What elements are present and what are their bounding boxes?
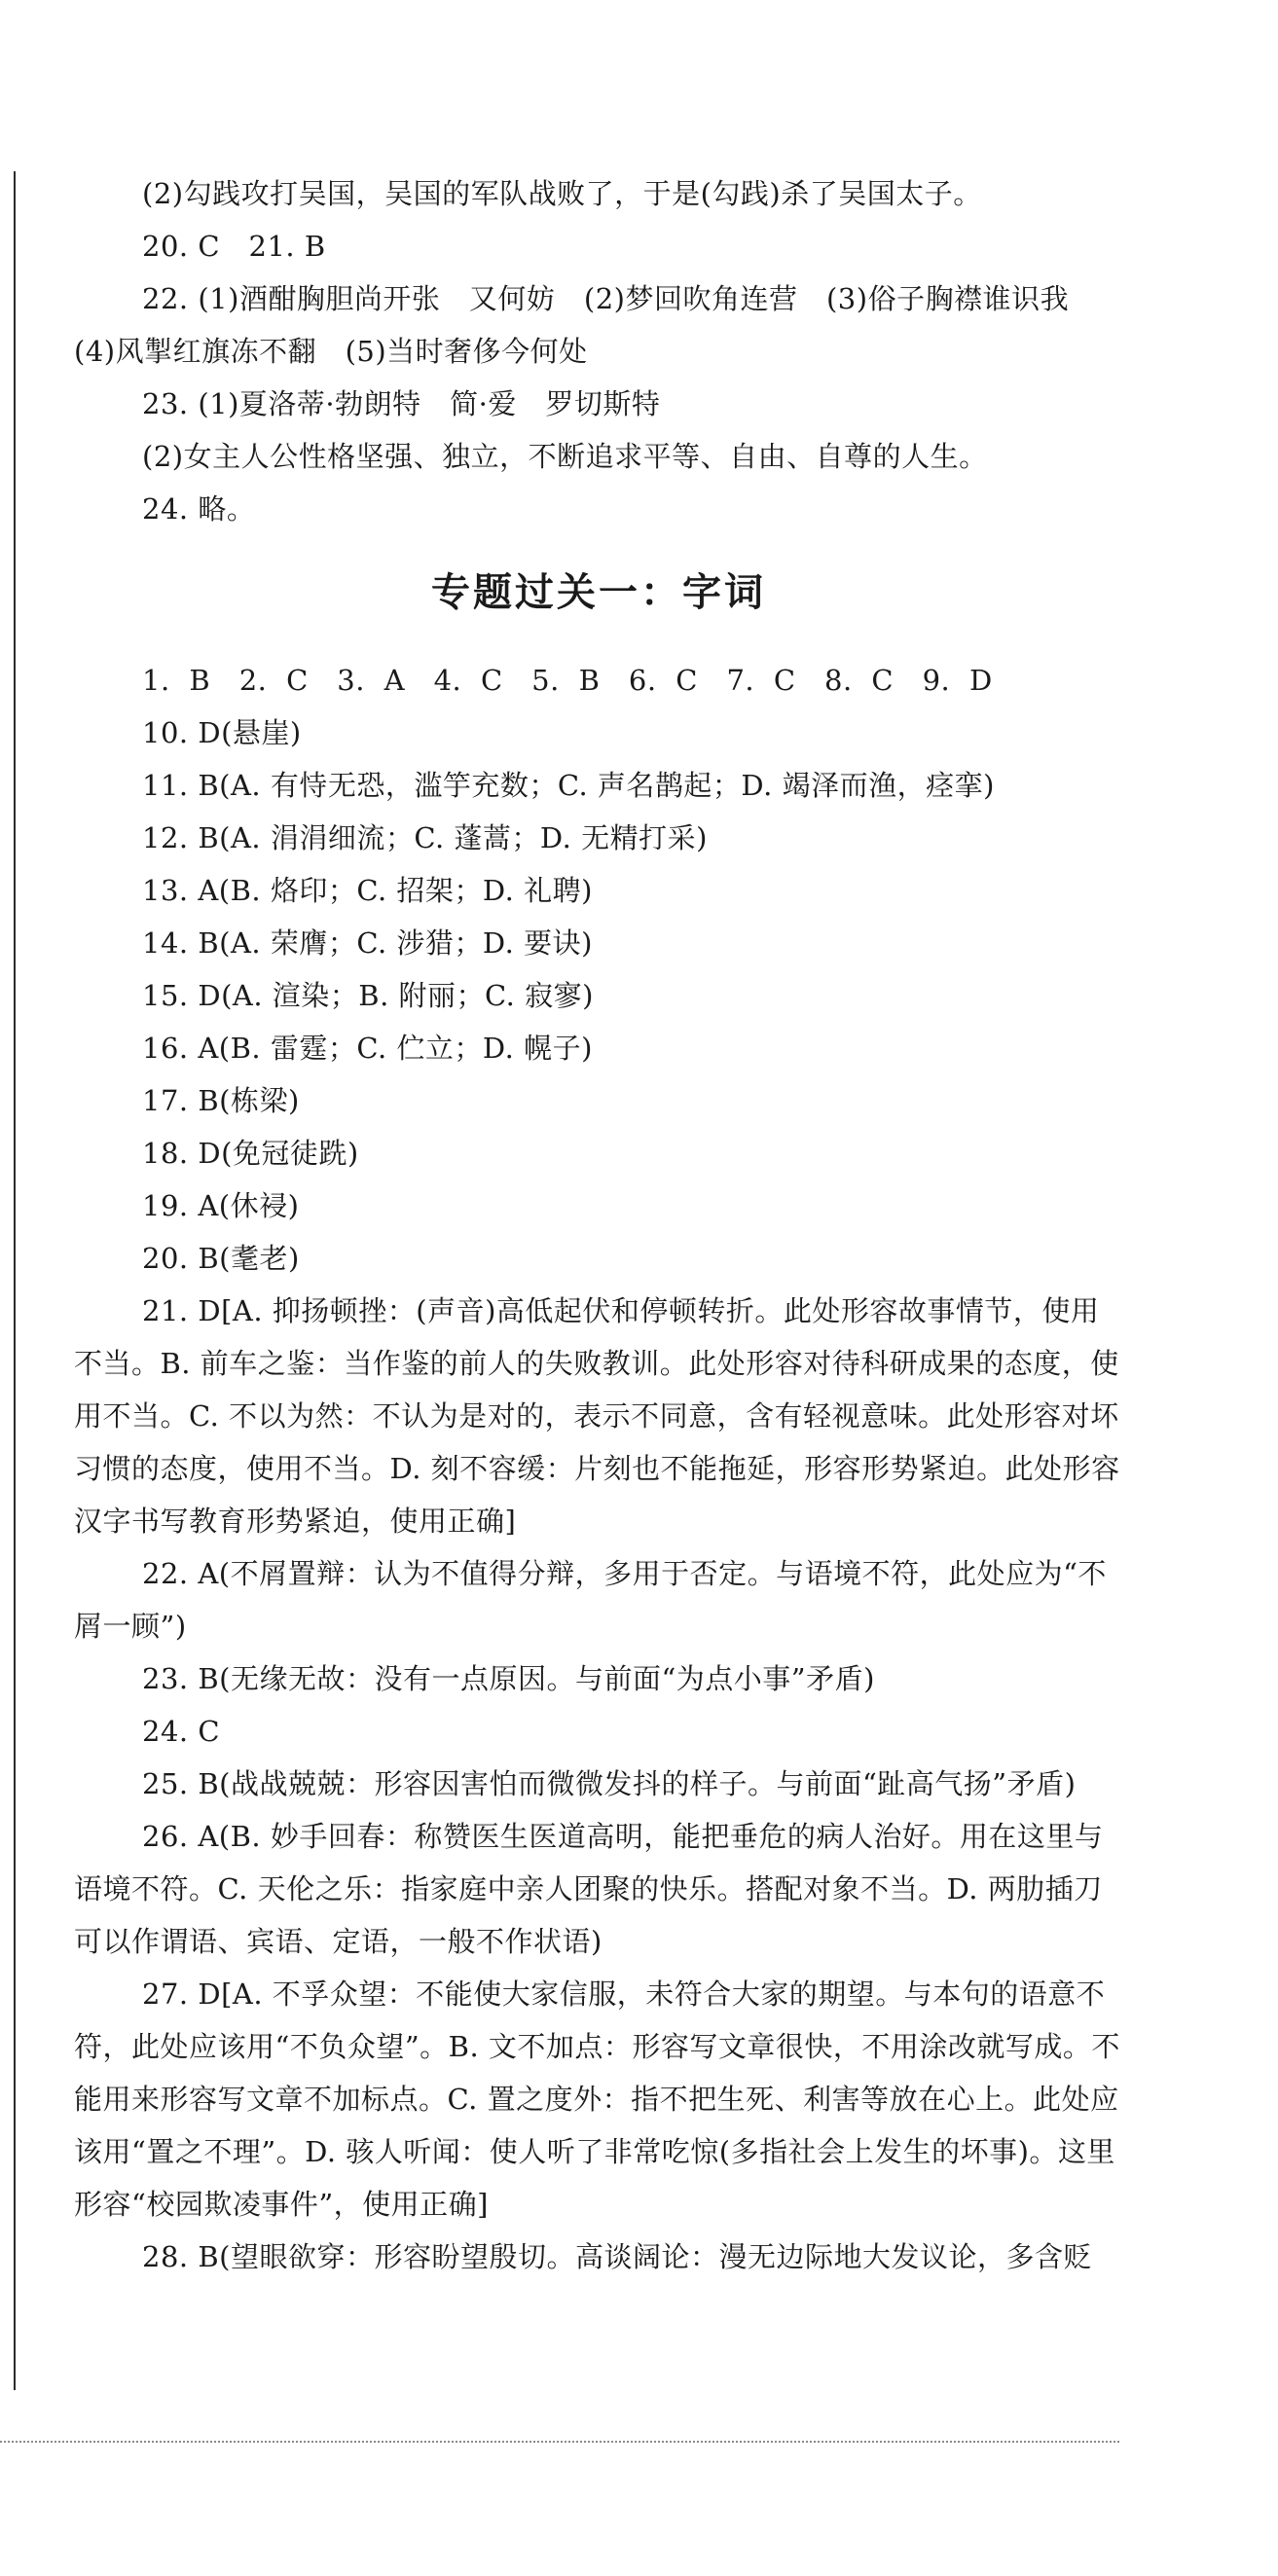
answer-line: 17. B(栋梁) [142, 1084, 300, 1117]
answer-line: 10. D(悬崖) [142, 716, 302, 749]
bottom-dotted-rule [0, 2441, 1119, 2443]
answer-line: (2)女主人公性格坚强、独立，不断追求平等、自由、自尊的人生。 [142, 440, 988, 473]
answer-line: 24. 略。 [142, 492, 256, 526]
answer-line: 13. A(B. 烙印；C. 招架；D. 礼聘) [142, 874, 593, 907]
answer-line: 11. B(A. 有恃无恐，滥竽充数；C. 声名鹊起；D. 竭泽而渔，痉挛) [142, 769, 995, 802]
answer-line: 14. B(A. 荣膺；C. 涉猎；D. 要诀) [142, 926, 593, 960]
section-title: 专题过关一：字词 [431, 570, 766, 615]
answer-line-continued: (4)风掣红旗冻不翻 (5)当时奢侈今何处 [74, 335, 588, 368]
answer-line: 22. (1)酒酣胸胆尚开张 又何妨 (2)梦回吹角连营 (3)俗子胸襟谁识我 [142, 282, 1070, 315]
answer-paragraph: 27. D[A. 不孚众望：不能使大家信服，未符合大家的期望。与本句的语意不符，此处应该用“不负众望”。B. 文不加点：形容写文章很快，不用涂改就写成。不能用来形容写文章不加标点。C. 置之度外：指不把生死、利害等放在心上。此处应该用“置之不理”。D. 骇人听闻：使人听了非常吃惊(多指社会上发生的坏事)。这里形容“校园欺凌事件”，使用正确] [74, 1977, 1120, 2221]
answer-paragraph: 26. A(B. 妙手回春：称赞医生医道高明，能把垂危的病人治好。用在这里与语境不符。C. 天伦之乐：指家庭中亲人团聚的快乐。搭配对象不当。D. 两肋插刀可以作谓语、宾语、定语，一般不作状语) [74, 1820, 1104, 1958]
answer-line: 16. A(B. 雷霆；C. 伫立；D. 幌子) [142, 1032, 593, 1065]
answer-line: 23. B(无缘无故：没有一点原因。与前面“为点小事”矛盾) [142, 1662, 875, 1695]
page-content [74, 167, 1123, 2283]
answer-line: 19. A(休祲) [142, 1189, 300, 1222]
answer-line: 20. B(耄老) [142, 1242, 300, 1275]
answer-line: 1. B 2. C 3. A 4. C 5. B 6. C 7. C 8. C 9. D [142, 664, 993, 697]
answer-line: 23. (1)夏洛蒂·勃朗特 简·爱 罗切斯特 [142, 387, 661, 420]
answer-line: (2)勾践攻打吴国，吴国的军队战败了，于是(勾践)杀了吴国太子。 [142, 177, 982, 210]
answer-line: 18. D(免冠徒跣) [142, 1137, 359, 1170]
answer-line: 20. C 21. B [142, 230, 326, 263]
answer-paragraph: 22. A(不屑置辩：认为不值得分辩，多用于否定。与语境不符，此处应为“不屑一顾”) [74, 1557, 1107, 1643]
answer-line: 24. C [142, 1715, 221, 1748]
answer-line: 12. B(A. 涓涓细流；C. 蓬蒿；D. 无精打采) [142, 821, 708, 854]
answer-paragraph: 25. B(战战兢兢：形容因害怕而微微发抖的样子。与前面“趾高气扬”矛盾) [142, 1767, 1077, 1800]
answer-line: 15. D(A. 渲染；B. 附丽；C. 寂寥) [142, 979, 594, 1012]
left-margin-rule [14, 171, 16, 2390]
answer-paragraph: 28. B(望眼欲穿：形容盼望殷切。高谈阔论：漫无边际地大发议论，多含贬 [142, 2240, 1092, 2273]
answer-paragraph: 21. D[A. 抑扬顿挫：(声音)高低起伏和停顿转折。此处形容故事情节，使用不当。B. 前车之鉴：当作鉴的前人的失败教训。此处形容对待科研成果的态度，使用不当。C. 不以为然：不认为是对的，表示不同意，含有轻视意味。此处形容对坏习惯的态度，使用不当。D. 刻不容缓：片刻也不能拖延，形容形势紧迫。此处形容汉字书写教育形势紧迫，使用正确] [74, 1294, 1120, 1538]
